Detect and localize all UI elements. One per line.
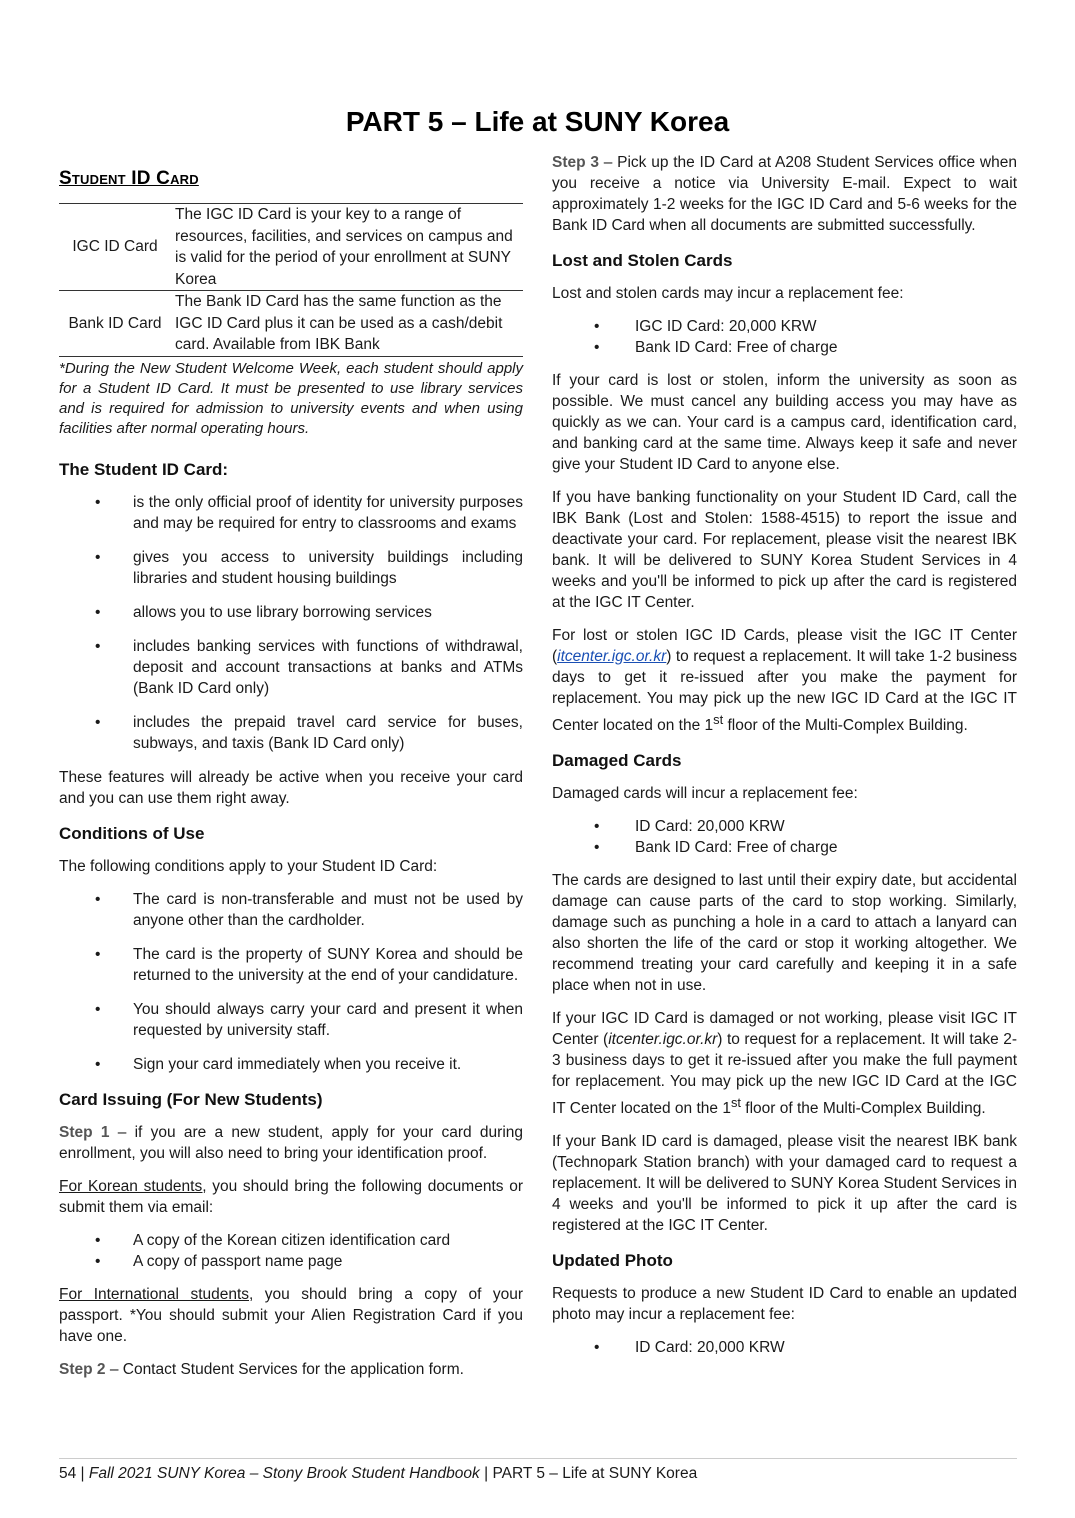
left-column [59, 150, 523, 1392]
page-footer [59, 1458, 1017, 1484]
list-item: • allows you to use library borrowing services [59, 602, 523, 623]
list-item: • A copy of the Korean citizen identification card [59, 1230, 523, 1251]
text-span: If your IGC ID Card is damaged or not working, please visit IGC IT Center ( [552, 1010, 1017, 1049]
list-item: • ID Card: 20,000 KRW [552, 1337, 1017, 1358]
damaged-intro: Damaged cards will incur a replacement fee: [552, 785, 858, 803]
features-after-text: These features will already be active when you receive your card and you can use them right away. [59, 768, 523, 807]
footer-separator: | [76, 1465, 89, 1482]
footer-part: PART 5 – Life at SUNY Korea [492, 1465, 698, 1482]
itcenter-link[interactable]: itcenter.igc.or.kr [557, 648, 667, 665]
step3-paragraph [552, 152, 1017, 236]
right-column [552, 152, 1017, 1370]
text-span: floor of the Multi-Complex Building. [723, 717, 968, 735]
table-row [59, 204, 523, 291]
damaged-paragraph-2 [552, 1008, 1017, 1119]
list-item: • A copy of passport name page [59, 1251, 523, 1272]
heading-student-id-card-features: The Student ID Card: [59, 459, 229, 479]
step3-text: – Pick up the ID Card at A208 Student Services office when you receive a notice via University E-mail. Expect to wait approximately 1-2 weeks for the IGC ID Card and 5-6 weeks for the Bank ID Card when all documents are submitted successfully. [552, 154, 1017, 234]
table-cell-card-name: Bank ID Card [68, 314, 162, 332]
id-card-table [59, 203, 523, 357]
intl-students-paragraph [59, 1284, 523, 1347]
superscript: st [713, 712, 724, 727]
heading-damaged-cards: Damaged Cards [552, 751, 682, 771]
lost-paragraph-2: If you have banking functionality on your Student ID Card, call the IBK Bank (Lost and Stolen: 1588-4515) to report the issue and deactivate your card. For replacement, please visit the nearest IBK bank. It will be delivered to SUNY Korea Student Services in 4 weeks and you'll be informed to pick up after the card is registered at the IGC IT Center. [552, 489, 1017, 611]
step1-text: – if you are a new student, apply for your card during enrollment, you will also need to bring your identification proof. [59, 1123, 523, 1162]
step2-label: Step 2 [59, 1360, 106, 1378]
list-item: • Sign your card immediately when you receive it. [59, 1054, 523, 1075]
list-item: • ID Card: 20,000 KRW [552, 816, 1017, 837]
text-span: For lost or stolen IGC ID Cards, please visit the IGC IT Center ( [552, 627, 1017, 665]
korean-students-label: For Korean students, [59, 1177, 207, 1195]
intl-students-label: For International students, [59, 1285, 254, 1303]
footer-separator: | [479, 1465, 493, 1482]
itcenter-text: itcenter.igc.or.kr [608, 1031, 718, 1049]
heading-updated-photo: Updated Photo [552, 1251, 673, 1271]
table-cell-card-desc: The IGC ID Card is your key to a range of resources, facilities, and services on campus and is valid for the period of your enrollment at SUNY Korea [175, 206, 513, 288]
step2-paragraph [59, 1359, 523, 1380]
table-row [59, 291, 523, 357]
text-span: ) to request a replacement. It will take 1-2 business days to get it re-issued after you make the payment for replacement. You may pick up the new IGC ID Card at the IGC IT Center located on the 1 [552, 648, 1017, 735]
damaged-paragraph-3: If your Bank ID card is damaged, please visit the nearest IBK bank (Technopark Station branch) with your damaged card to request a replacement. It will be delivered to SUNY Korea Student Services in 4 weeks and you'll be informed to pick it up after the card is registered at the IGC IT Center. [552, 1133, 1017, 1235]
heading-lost-stolen-cards: Lost and Stolen Cards [552, 251, 733, 270]
table-cell-card-name: IGC ID Card [72, 238, 158, 256]
list-item: • Bank ID Card: Free of charge [552, 837, 1017, 858]
list-item: • The card is the property of SUNY Korea and should be returned to the university at the end of your candidature. [59, 944, 523, 986]
korean-docs-list [59, 1230, 523, 1272]
list-item: • The card is non-transferable and must not be used by anyone other than the cardholder. [59, 889, 523, 931]
lost-fees-list [552, 316, 1017, 358]
list-item: • Bank ID Card: Free of charge [552, 337, 1017, 358]
list-item: • is the only official proof of identity for university purposes and may be required for entry to classrooms and exams [59, 492, 523, 534]
list-item: • gives you access to university buildings including libraries and student housing buildings [59, 547, 523, 589]
intl-students-text: you should bring a copy of your passport. *You should submit your Alien Registration Card if you have one. [59, 1285, 523, 1345]
list-item: • IGC ID Card: 20,000 KRW [552, 316, 1017, 337]
damaged-fees-list [552, 816, 1017, 858]
features-list [59, 492, 523, 754]
photo-intro: Requests to produce a new Student ID Card to enable an updated photo may incur a replacement fee: [552, 1285, 1017, 1324]
step1-paragraph [59, 1122, 523, 1164]
welcome-week-note: *During the New Student Welcome Week, each student should apply for a Student ID Card. It must be presented to use library services and is required for admission to university events and when using facilities after normal operating hours. [59, 359, 523, 437]
lost-intro: Lost and stolen cards may incur a replacement fee: [552, 285, 904, 302]
text-span: ) to request for a replacement. It will take 2-3 business days to get it re-issued after you make the full payment for replacement. You may pick up the new IGC ID Card at the IGC IT Center located on the 1 [552, 1031, 1018, 1118]
lost-paragraph-3 [552, 625, 1017, 736]
step2-text: – Contact Student Services for the application form. [105, 1360, 464, 1378]
page-number: 54 [59, 1465, 77, 1482]
superscript: st [730, 1095, 741, 1111]
page-title: PART 5 – Life at SUNY Korea [345, 106, 730, 137]
list-item: • includes banking services with functions of withdrawal, deposit and account transactions at banks and ATMs (Bank ID Card only) [59, 636, 523, 699]
handbook-title: Fall 2021 SUNY Korea – Stony Brook Student Handbook [88, 1465, 480, 1482]
step1-label: Step 1 [59, 1123, 110, 1141]
list-item: • includes the prepaid travel card service for buses, subways, and taxis (Bank ID Card only) [59, 712, 523, 754]
step3-label: Step 3 [552, 154, 599, 171]
korean-students-text: you should bring the following documents or submit them via email: [59, 1177, 523, 1216]
conditions-list [59, 889, 523, 1075]
section-title-student-id-card: Student ID Card [59, 168, 199, 189]
heading-conditions-of-use: Conditions of Use [59, 823, 205, 843]
conditions-intro: The following conditions apply to your Student ID Card: [59, 857, 438, 875]
text-span: floor of the Multi-Complex Building. [741, 1100, 986, 1118]
table-cell-card-desc: The Bank ID Card has the same function as the IGC ID Card plus it can be used as a cash/debit card. Available from IBK Bank [175, 293, 503, 353]
list-item: • You should always carry your card and present it when requested by university staff. [59, 999, 523, 1041]
photo-fees-list [552, 1337, 1017, 1358]
heading-card-issuing: Card Issuing (For New Students) [59, 1089, 323, 1109]
korean-students-paragraph [59, 1176, 523, 1218]
damaged-paragraph-1: The cards are designed to last until their expiry date, but accidental damage can cause parts of the card to stop working. Similarly, damage such as punching a hole in a card to attach a lanyard can also shorten the life of the card or stop it working altogether. We recommend treating your card carefully and keeping it in a safe place when not in use. [552, 872, 1017, 995]
lost-paragraph-1: If your card is lost or stolen, inform the university as soon as possible. We must cancel any building access you may have as quickly as we can. Your card is a campus card, identification card, and banking card at the same time. Always keep it safe and never give your Student ID Card to anyone else. [552, 372, 1017, 473]
